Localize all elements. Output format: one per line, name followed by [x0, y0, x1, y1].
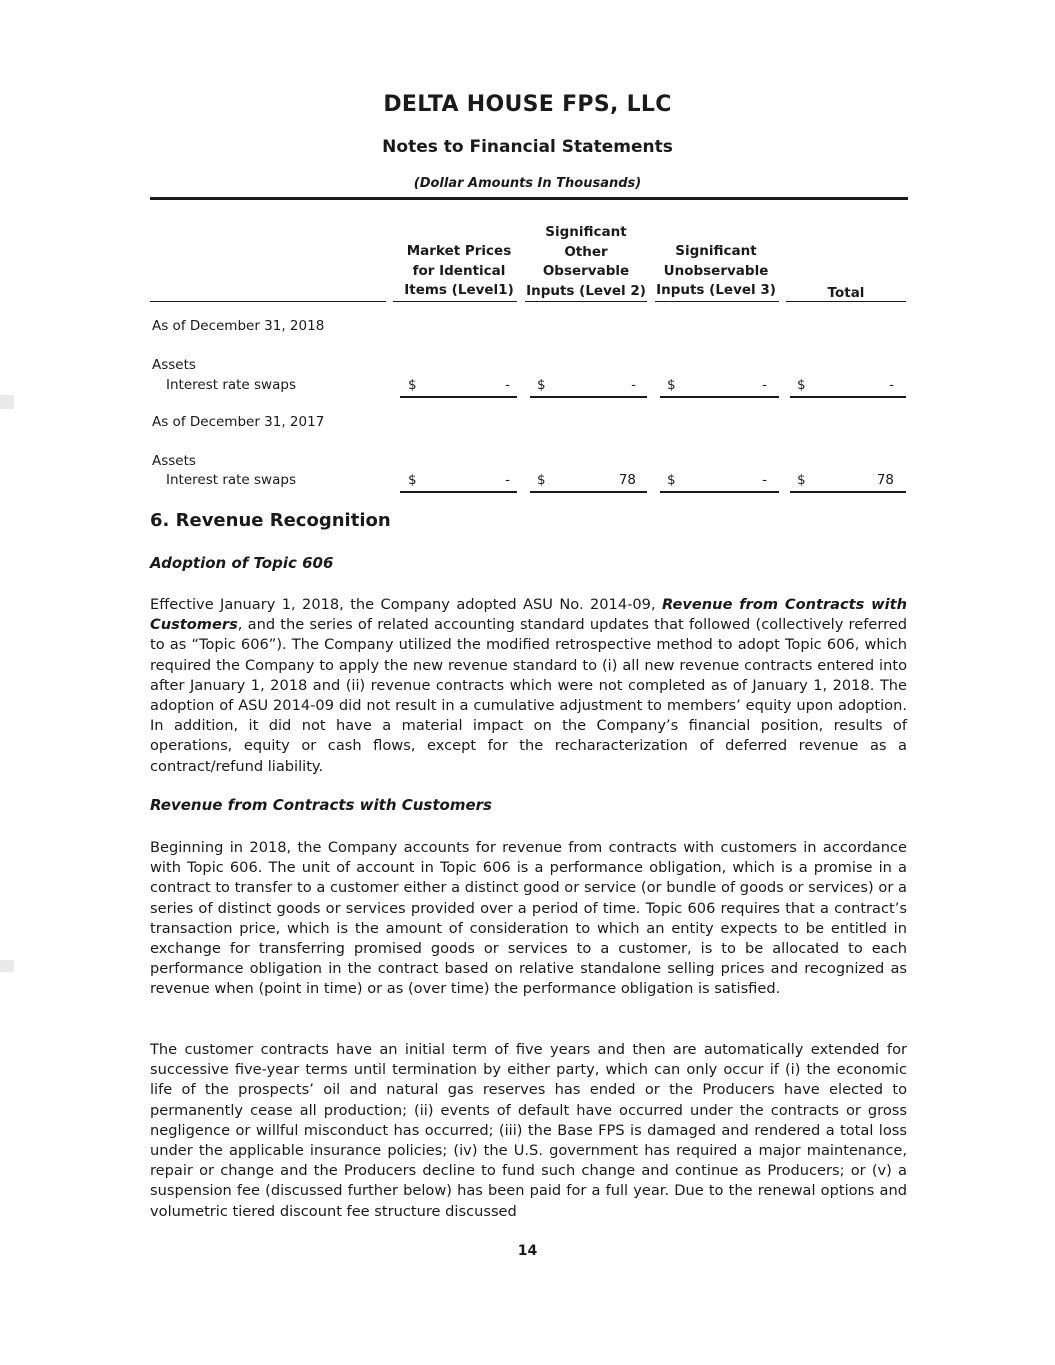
- currency-symbol: $: [537, 377, 546, 393]
- header-underline: [786, 301, 906, 302]
- value-total: -: [889, 377, 894, 393]
- currency-symbol: $: [797, 472, 806, 488]
- column-header-level3: Significant Unobservable Inputs (Level 3): [656, 243, 776, 298]
- currency-symbol: $: [667, 377, 676, 393]
- as-of-label: As of December 31, 2017: [152, 414, 325, 430]
- document-subtitle: Notes to Financial Statements: [382, 137, 673, 157]
- value-underline: [790, 491, 906, 493]
- paragraph: Beginning in 2018, the Company accounts for revenue from contracts with customers in accordance with Topic 606. The unit of account in Topic 606 is a performance obligation, which is a promise in a contract to transfer to a customer either a distinct good or service (or bundle of goods or services) or a series of distinct goods or services provided over a period of time. Topic 606 requires that a contract’s transaction price, which is the amount of consideration to which an entity expects to be entitled in exchange for transferring promised goods or services to a customer, is to be allocated to each performance obligation in the contract based on relative standalone selling prices and recognized as revenue when (point in time) or as (over time) the performance obligation is satisfied.: [150, 839, 907, 998]
- subsection-heading: Revenue from Contracts with Customers: [150, 796, 492, 814]
- currency-symbol: $: [408, 472, 417, 488]
- value-level3: -: [762, 472, 767, 488]
- header-underline: [655, 301, 779, 302]
- subsection-heading: Adoption of Topic 606: [150, 554, 334, 572]
- group-label: Assets: [152, 453, 196, 469]
- column-header-level1: Market Prices for Identical Items (Level1): [404, 243, 514, 298]
- column-header-level2: Significant Other Observable Inputs (Level 2): [526, 224, 646, 299]
- value-level2: 78: [618, 472, 636, 488]
- value-underline: [400, 491, 517, 493]
- value-underline: [660, 491, 779, 493]
- scan-artifact: [0, 960, 14, 972]
- units-note: (Dollar Amounts In Thousands): [413, 176, 642, 191]
- row-label: Interest rate swaps: [166, 377, 296, 393]
- value-level3: -: [762, 377, 767, 393]
- value-level1: -: [505, 472, 510, 488]
- value-level1: -: [505, 377, 510, 393]
- scan-artifact: [0, 395, 14, 409]
- currency-symbol: $: [537, 472, 546, 488]
- currency-symbol: $: [408, 377, 417, 393]
- currency-symbol: $: [797, 377, 806, 393]
- page-number: 14: [517, 1243, 538, 1259]
- row-label: Interest rate swaps: [166, 472, 296, 488]
- paragraph: The customer contracts have an initial term of five years and then are automatically extended for successive five-year terms until termination by either party, which can only occur if (i) the economic life of the prospects’ oil and natural gas reserves has ended or the Producers have elected to permanently cease all production; (ii) events of default have occurred under the contracts or gross negligence or willful misconduct has occurred; (iii) the Base FPS is damaged and rendered a total loss under the applicable insurance policies; (iv) the U.S. government has required a major maintenance, repair or change and the Producers decline to fund such change and continue as Producers; or (v) a suspension fee (discussed further below) has been paid for a full year. Due to the renewal options and volumetric tiered discount fee structure discussed: [150, 1041, 907, 1220]
- value-total: 78: [876, 472, 894, 488]
- column-header-total: Total: [827, 285, 865, 301]
- value-underline: [400, 396, 517, 398]
- value-underline: [660, 396, 779, 398]
- company-name: DELTA HOUSE FPS, LLC: [383, 92, 672, 117]
- currency-symbol: $: [667, 472, 676, 488]
- value-underline: [790, 396, 906, 398]
- header-underline: [393, 301, 517, 302]
- header-underline: [525, 301, 647, 302]
- value-underline: [530, 396, 647, 398]
- header-rule: [150, 197, 908, 200]
- as-of-label: As of December 31, 2018: [152, 318, 325, 334]
- group-label: Assets: [152, 357, 196, 373]
- standard-title: Revenue from Contracts with Customers: [150, 596, 908, 634]
- header-underline: [150, 301, 386, 302]
- value-level2: -: [631, 377, 636, 393]
- section-title: 6. Revenue Recognition: [150, 510, 391, 531]
- value-underline: [530, 491, 647, 493]
- paragraph: Effective January 1, 2018, the Company adopted ASU No. 2014-09, Revenue from Contracts with Customers, and the series of related accounting standard updates that followed (collectively referred to as “Topic 606”). The Company utilized the modified retrospective method to adopt Topic 606, which required the Company to apply the new revenue standard to (i) all new revenue contracts entered into after January 1, 2018 and (ii) revenue contracts which were not completed as of January 1, 2018. The adoption of ASU 2014-09 did not result in a cumulative adjustment to members’ equity upon adoption. In addition, it did not have a material impact on the Company’s financial position, results of operations, equity or cash flows, except for the recharacterization of deferred revenue as a contract/refund liability.: [150, 596, 908, 775]
